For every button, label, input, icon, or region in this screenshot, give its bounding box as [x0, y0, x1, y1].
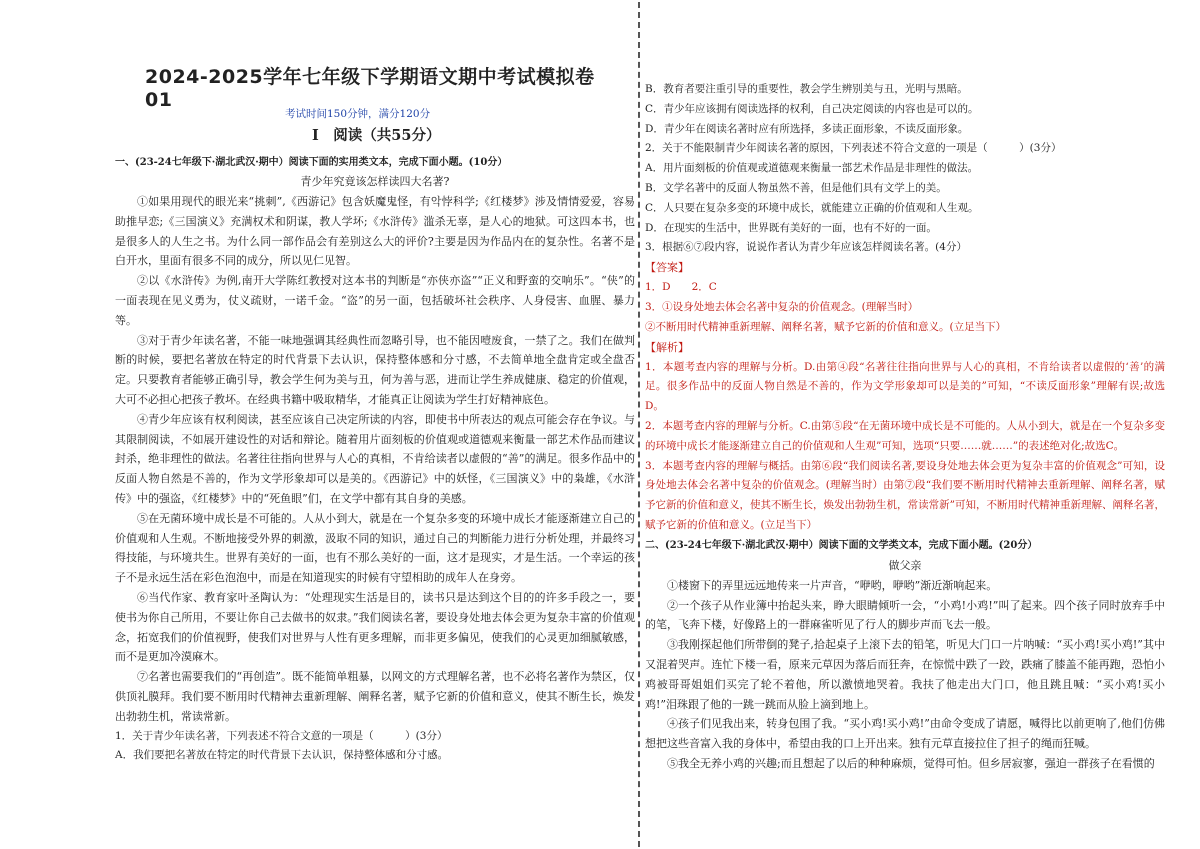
paragraph-5: ⑤在无菌环境中成长是不可能的。人从小到大，就是在一个复杂多变的环境中成长才能逐渐建立自己的价值观和人生观。不断地接受外界的刺激，汲取不同的知识，通过自己的判断能力进行分析处理，并最终习得技能，与环境共生。世界有美好的一面，也有不那么美好的一面，这才是现实，才是生活。一个幸运的孩子不是永远生活在彩色泡泡中，而是在知道现实的时候有守望相助的成年人在身旁。 — [115, 511, 635, 585]
answer-line-3: ②不断用时代精神重新理解、阐释名著，赋予它新的价值和意义。(立足当下） — [645, 320, 1007, 333]
q2-heading: 二、(23-24七年级下·湖北武汉·期中）阅读下面的文学类文本，完成下面小题。(20分） — [645, 539, 1038, 551]
q2-title: 做父亲 — [888, 558, 922, 572]
exam-subtitle: 考试时间150分钟，满分120分 — [285, 108, 431, 120]
question-2: 2．关于不能限制青少年阅读名著的原因，下列表述不符合文意的一项是（ ）(3分） — [645, 142, 1062, 155]
question-3: 3．根据⑥⑦段内容，说说作者认为青少年应该怎样阅读名著。(4分） — [645, 241, 967, 254]
paragraph-7: ⑦名著也需要我们的“再创造”。既不能简单粗暴，以网文的方式理解名著，也不必将名著作为禁区，仅供顶礼膜拜。我们要不断用时代精神去重新理解、阐释名著，赋予它新的价值和意义，使其不断生长，焕发出勃勃生机，常读常新。 — [115, 670, 635, 723]
q2-paragraph-3: ③我刚探起他们所带倒的凳子,拾起桌子上滚下去的铅笔，听见大门口一片呐喊：“买小鸡!买小鸡!”其中又混着哭声。连忙下楼一看，原来元草因为落后而狂奔，在惊慌中跌了一跤，跌痛了膝盖不能再跑，恐怕小鸡被哥哥姐姐们买完了轮不着他，所以激愤地哭着。我扶了他走出大门口，他且跳且喊：“买小鸡!买小鸡!”泪珠跟了他的一跳一跳而从脸上滴到地上。 — [645, 638, 1165, 711]
analysis-1: 1．本题考查内容的理解与分析。D.由第④段“名著往往指向世界与人心的真相，不肯给读者以虚假的‘善’的满足。很多作品中的反面人物自然是不善的，作为文学形象却可以是美的”可知，“不读反面形象”理解有误;故选D。 — [645, 360, 1165, 413]
section-heading: Ⅰ 阅读（共55分） — [312, 127, 441, 144]
q2-paragraph-5: ⑤我全无养小鸡的兴趣;而且想起了以后的种种麻烦，觉得可怕。但乡居寂寥，强迫一群孩子在看惯的 — [667, 756, 1155, 770]
left-column — [115, 154, 635, 766]
paragraph-4: ④青少年应该有权利阅读，甚至应该自己决定所读的内容，即使书中所表达的观点可能会存在争议。与其限制阅读，不如展开建设性的对话和辩论。随着用片面刻板的价值观或道德观来衡量一部艺术作品而建议封杀，绝非理性的做法。名著往往指向世界与人心的真相，不肯给读者以虚假的“善”的满足。很多作品中的反面人物自然是不善的，作为文学形象却可以是美的。《西游记》中的妖怪，《三国演义》中的枭雄，《水浒传》中的强盗，《红楼梦》中的“死鱼眼”们，在文学中都有其自身的美感。 — [115, 412, 635, 505]
analysis-2: 2．本题考查内容的理解与分析。C.由第⑤段“在无菌环境中成长是不可能的。人从小到大，就是在一个复杂多变的环境中成长才能逐渐建立自己的价值观和人生观”可知，选项“只要……就……”的表述绝对化;故选C。 — [645, 419, 1165, 452]
question-2-option-b: B．文学名著中的反面人物虽然不善，但是他们具有文学上的美。 — [645, 181, 947, 194]
exam-title: 2024-2025学年七年级下学期语文期中考试模拟卷 01 — [145, 66, 595, 111]
paragraph-6: ⑥当代作家、教育家叶圣陶认为：“处理现实生活是目的，读书只是达到这个目的的许多手段之一，要使书为你自己所用，不要让你自己去做书的奴隶。”我们阅读名著，要设身处地去体会更为复杂丰富的价值观念，拓宽我们的价值视野，使我们对世界与人性有更多理解，而非更多偏见，使我们的心灵更加细腻敏感，而不是更加冷漠麻木。 — [115, 590, 635, 664]
question-1: 1．关于青少年读名著，下列表述不符合文意的一项是（ ）(3分） — [115, 729, 448, 742]
q2-paragraph-2: ②一个孩子从作业簿中抬起头来，睁大眼睛倾听一会，“小鸡!小鸡!”叫了起来。四个孩子同时放弃手中的笔，飞奔下楼，好像路上的一群麻雀听见了行人的脚步声而飞去一般。 — [645, 598, 1165, 632]
question-2-option-c: C．人只要在复杂多变的环境中成长，就能建立正确的价值观和人生观。 — [645, 201, 979, 214]
paragraph-1: ①如果用现代的眼光来“挑刺”,《西游记》包含妖魔鬼怪，有악悖科学;《红楼梦》涉及情情爱爱，容易助推早恋;《三国演义》充满权术和阴谋，教人学坏;《水浒传》滥杀无辜，是人心的地狱。可这四本书，也是很多人的人生之书。为什么同一部作品会有差别这么大的评价?主要是因为作品内在的复杂性。名著不是白开水，里面有很多不同的成分，所以见仁见智。 — [115, 195, 635, 268]
question-1-option-a: A．我们要把名著放在特定的时代背景下去认识，保持整体感和分寸感。 — [115, 749, 449, 762]
question-1-option-d: D．青少年在阅读名著时应有所选择，多读正面形象，不读反面形象。 — [645, 122, 969, 135]
answer-line-1: 1．D 2．C — [645, 281, 717, 294]
right-column — [645, 80, 1165, 774]
answer-label: 【答案】 — [645, 261, 689, 275]
analysis-3: 3．本题考查内容的理解与概括。由第⑥段“我们阅读名著,要设身处地去体会更为复杂丰富的价值观念”可知，设身处地去体会名著中复杂的价值观念。(理解当时）由第⑦段“我们要不断用时代精神去重新理解、阐释名著，赋予它新的价值和意义，使其不断生长，焕发出勃勃生机，常读常新”可知，不断用时代精神重新理解、阐释名著，赋予它新的价值和意义。(立足当下） — [645, 459, 1165, 531]
question-1-option-b: B．教育者要注重引导的重要性，教会学生辨别美与丑，光明与黑暗。 — [645, 83, 968, 95]
q2-paragraph-4: ④孩子们见我出来，转身包围了我。“买小鸡!买小鸡!”由命令变成了请愿，喊得比以前更响了,他们仿佛想把这些音富入我的身体中，希望由我的口上开出来。独有元草直接拉住了担子的绳而狂喊。 — [645, 717, 1165, 751]
question-2-option-a: A．用片面刻板的价值观或道德观来衡量一部艺术作品是非理性的做法。 — [645, 162, 979, 175]
paragraph-2: ②以《水浒传》为例,南开大学陈红教授对这本书的判断是“亦侠亦盗”“正义和野蛮的交响乐”。“侠”的一面表现在见义勇为，仗义疏财，一诺千金。“盗”的另一面，包括破坏社会秩序、人身侵害、血腥、暴力等。 — [115, 274, 635, 327]
column-divider — [638, 2, 640, 847]
question-2-option-d: D．在现实的生活中，世界既有美好的一面，也有不好的一面。 — [645, 221, 937, 234]
q2-paragraph-1: ①楼窗下的弄里远远地传来一片声音，“咿哟，咿哟”渐近渐响起来。 — [667, 578, 998, 592]
q1-heading: 一、(23-24七年级下·湖北武汉·期中）阅读下面的实用类文本，完成下面小题。(10分） — [115, 157, 508, 168]
analysis-label: 【解析】 — [645, 340, 689, 354]
article-title: 青少年究竟该怎样读四大名著? — [300, 175, 450, 188]
question-1-option-c: C．青少年应该拥有阅读选择的权利，自己决定阅读的内容也是可以的。 — [645, 102, 979, 115]
answer-line-2: 3．①设身处地去体会名著中复杂的价值观念。(理解当时） — [645, 300, 919, 313]
paragraph-3: ③对于青少年读名著，不能一味地强调其经典性而忽略引导，也不能因噎废食，一禁了之。我们在做判断的时候，要把名著放在特定的时代背景下去认识，保持整体感和分寸感，不去简单地全盘肯定或全盘否定。只要教育者能够正确引导，教会学生何为美与丑，何为善与恶，进而让学生养成健康、稳定的价值观，大可不必担心把孩子教坏。在经典书籍中吸取精华，才能真正让阅读为学生打好精神底色。 — [115, 333, 635, 406]
